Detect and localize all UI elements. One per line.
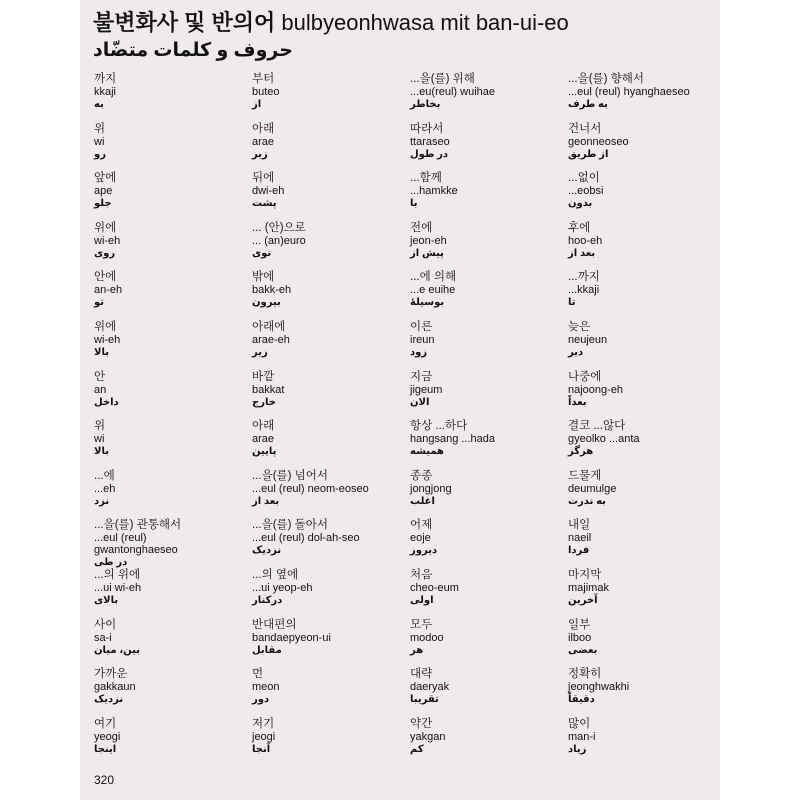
korean-word: 까지 [94, 73, 117, 85]
persian-translation: به [94, 99, 104, 110]
vocab-entry [94, 519, 249, 569]
romanization: yakgan [410, 730, 446, 743]
persian-translation: الان [410, 396, 430, 408]
persian-translation: نزدیک [252, 545, 282, 557]
title-korean: 불변화사 및 반의어 [93, 10, 276, 35]
vocab-entry [252, 73, 407, 123]
vocab-entry [94, 619, 249, 669]
korean-word: 내일 [568, 519, 591, 532]
persian-translation: هر [410, 644, 424, 656]
vocab-entry [568, 569, 723, 619]
korean-word: 정확히 [568, 668, 602, 681]
vocab-entry [252, 371, 407, 421]
vocab-entry [410, 271, 565, 321]
persian-translation: دیروز [410, 545, 438, 557]
romanization: ...eobsi [568, 185, 604, 198]
vocab-entry [568, 222, 723, 272]
persian-translation: زیر [252, 148, 268, 160]
romanization: naeil [568, 532, 592, 545]
persian-translation: درکنار [252, 594, 283, 606]
romanization: bakk-eh [252, 284, 292, 297]
korean-word: 지금 [410, 370, 433, 383]
vocab-entry [410, 519, 565, 569]
persian-translation: پیش از [410, 247, 444, 259]
korean-word: 종종 [410, 469, 433, 482]
persian-translation: در طول [410, 148, 449, 160]
vocab-entry [94, 271, 249, 321]
romanization: dwi-eh [252, 185, 285, 198]
persian-translation: بعداً [568, 396, 587, 408]
korean-word: 일부 [568, 618, 591, 631]
persian-translation: با [410, 198, 418, 210]
vocab-column-4 [568, 73, 723, 767]
persian-translation: داخل [94, 396, 119, 408]
persian-translation: جلو [94, 198, 112, 210]
korean-word: 뒤에 [252, 172, 275, 185]
romanization: jeon-eh [410, 234, 447, 247]
vocab-entry [94, 172, 249, 222]
persian-translation: نزد [94, 495, 110, 507]
romanization: ...eul (reul) neom-eoseo [252, 482, 369, 495]
vocab-entry [252, 222, 407, 272]
vocab-entry [410, 668, 565, 718]
korean-word: 위에 [94, 320, 117, 333]
persian-translation: از [252, 99, 262, 110]
persian-translation: بین، میان [94, 644, 140, 656]
romanization: ireun [410, 333, 435, 346]
persian-translation: بالای [94, 594, 119, 606]
korean-word: 먼 [252, 668, 264, 681]
romanization: majimak [568, 581, 609, 594]
vocab-entry [252, 619, 407, 669]
vocab-entry [568, 271, 723, 321]
romanization: an-eh [94, 284, 123, 297]
persian-translation: بعد از [568, 247, 596, 259]
romanization: gakkaun [94, 681, 136, 694]
vocab-entry [252, 569, 407, 619]
persian-translation: بالا [94, 446, 109, 458]
vocab-entry [94, 420, 249, 470]
korean-word: 사이 [94, 618, 117, 631]
korean-word: 이른 [410, 320, 433, 333]
title-arabic: حروف و کلمات متضّاد [93, 40, 293, 61]
vocab-entry [568, 519, 723, 569]
persian-translation: کم [410, 743, 424, 755]
korean-word: 따라서 [410, 122, 444, 135]
persian-translation: بدون [568, 198, 593, 210]
vocab-entry [252, 668, 407, 718]
vocab-entry [568, 420, 723, 470]
title-row [93, 10, 713, 36]
korean-word: 나중에 [568, 370, 602, 383]
persian-translation: اغلب [410, 495, 435, 507]
korean-word: ...까지 [568, 271, 600, 284]
korean-word: ...을(를) 향해서 [568, 73, 644, 85]
korean-word: ...에 [94, 469, 115, 482]
vocab-entry [410, 371, 565, 421]
vocab-entry [410, 569, 565, 619]
vocab-column-3 [410, 73, 565, 767]
romanization: sa-i [94, 631, 112, 644]
persian-translation: هرگز [568, 446, 594, 458]
korean-word: 반대편의 [252, 618, 297, 631]
vocab-entry [568, 123, 723, 173]
persian-translation: آنجا [252, 743, 271, 755]
persian-translation: بیرون [252, 297, 281, 309]
vocab-entry [94, 222, 249, 272]
korean-word: 바깥 [252, 370, 275, 383]
persian-translation: زیر [252, 346, 268, 358]
persian-translation: اولی [410, 594, 434, 606]
romanization: modoo [410, 631, 444, 644]
korean-word: 약간 [410, 717, 433, 730]
romanization: jeonghwakhi [568, 681, 630, 694]
korean-word: 아래 [252, 122, 275, 135]
korean-word: 앞에 [94, 172, 117, 185]
korean-word: 후에 [568, 221, 591, 234]
romanization: bandaepyeon-ui [252, 631, 331, 644]
vocab-entry [252, 271, 407, 321]
vocab-entry [94, 371, 249, 421]
persian-translation: بالا [94, 346, 109, 358]
persian-translation: پشت [252, 198, 277, 210]
korean-word: ...을(를) 넘어서 [252, 469, 328, 482]
romanization: yeogi [94, 730, 121, 743]
korean-word: ...을(를) 돌아서 [252, 519, 328, 532]
persian-translation: فردا [568, 545, 590, 557]
korean-word: 위 [94, 420, 106, 433]
vocab-entry [94, 321, 249, 371]
persian-translation: بعد از [252, 495, 280, 507]
romanization: hoo-eh [568, 234, 603, 247]
korean-word: 마지막 [568, 568, 602, 581]
persian-translation: از طریق [568, 148, 609, 160]
persian-translation: نزدیک [94, 694, 124, 706]
vocab-entry [94, 470, 249, 520]
korean-word: 가까운 [94, 668, 128, 681]
korean-word: 처음 [410, 568, 433, 581]
romanization: meon [252, 681, 280, 694]
romanization: ttaraseo [410, 135, 450, 148]
romanization: gyeolko ...anta [568, 433, 640, 446]
vocab-entry [252, 172, 407, 222]
vocab-entry [94, 569, 249, 619]
korean-word: 늦은 [568, 320, 591, 333]
korean-word: ...없이 [568, 172, 600, 185]
persian-translation: اینجا [94, 743, 117, 755]
korean-word: 결코 ...않다 [568, 420, 626, 433]
korean-word: 전에 [410, 221, 433, 234]
korean-word: 위 [94, 122, 106, 135]
romanization: ...kkaji [568, 284, 600, 297]
romanization: an [94, 383, 107, 396]
persian-translation: تا [568, 297, 576, 309]
persian-translation: بوسیلهٔ [410, 297, 445, 309]
vocab-entry [252, 519, 407, 569]
korean-word: 아래에 [252, 320, 286, 333]
korean-word: ...의 옆에 [252, 568, 299, 581]
persian-translation: زود [410, 346, 428, 358]
vocab-entry [410, 123, 565, 173]
vocab-entry [568, 172, 723, 222]
romanization: kkaji [94, 86, 117, 98]
korean-word: 건너서 [568, 122, 602, 135]
korean-word: ...의 위에 [94, 568, 141, 581]
persian-translation: رو [94, 148, 106, 160]
romanization: ape [94, 185, 113, 198]
korean-word: 모두 [410, 618, 433, 631]
vocab-entry [410, 470, 565, 520]
vocab-entry [94, 668, 249, 718]
romanization: neujeun [568, 333, 608, 346]
persian-translation: روی [94, 247, 116, 259]
romanization: ... (an)euro [252, 234, 306, 247]
romanization-continued: gwantonghaeseo [94, 544, 178, 557]
vocab-entry [94, 718, 249, 768]
persian-translation: به طرف [568, 99, 608, 110]
vocab-entry [568, 668, 723, 718]
persian-translation: خارج [252, 396, 276, 408]
romanization: ...eul (reul) hyanghaeseo [568, 86, 690, 98]
korean-word: ... (안)으로 [252, 221, 306, 234]
romanization: jongjong [410, 482, 452, 495]
vocab-entry [252, 470, 407, 520]
romanization: eoje [410, 532, 431, 545]
persian-translation: تقریبا [410, 694, 439, 706]
romanization: wi-eh [94, 234, 121, 247]
romanization: arae [252, 135, 275, 148]
romanization: ...e euihe [410, 284, 456, 297]
romanization: ...eul (reul) [94, 532, 147, 545]
persian-translation: در طی [94, 557, 128, 569]
romanization: bakkat [252, 383, 285, 396]
vocab-entry [410, 321, 565, 371]
persian-translation: دقیقاً [568, 694, 595, 706]
persian-translation: پایین [252, 446, 277, 458]
persian-translation: تو [94, 297, 105, 309]
korean-word: 드물게 [568, 469, 602, 482]
vocab-entry [568, 371, 723, 421]
romanization: jeogi [252, 730, 276, 743]
vocab-entry [568, 470, 723, 520]
vocab-entry [252, 718, 407, 768]
romanization: ilboo [568, 631, 592, 644]
persian-translation: زیاد [568, 743, 587, 755]
korean-word: 안 [94, 370, 106, 383]
korean-word: 항상 ...하다 [410, 420, 468, 433]
romanization: geonneoseo [568, 135, 629, 148]
persian-translation: همیشه [410, 446, 444, 458]
korean-word: 대략 [410, 668, 433, 681]
romanization: hangsang ...hada [410, 433, 496, 446]
page-header [93, 10, 713, 62]
persian-translation: بخاطر [410, 99, 441, 110]
korean-word: 여기 [94, 717, 117, 730]
romanization: najoong-eh [568, 383, 624, 396]
romanization: ...ui yeop-eh [252, 581, 313, 594]
vocab-entry [252, 420, 407, 470]
korean-word: 위에 [94, 221, 117, 234]
vocab-entry [410, 73, 565, 123]
page-number: 320 [94, 773, 115, 787]
romanization: ...eul (reul) dol-ah-seo [252, 532, 360, 545]
romanization: daeryak [410, 681, 450, 694]
persian-translation: توی [252, 247, 272, 259]
romanization: ...eu(reul) wuihae [410, 86, 495, 98]
vocab-entry [568, 73, 723, 123]
korean-word: ...함께 [410, 172, 442, 185]
romanization: ...ui wi-eh [94, 581, 142, 594]
romanization: arae-eh [252, 333, 290, 346]
vocab-entry [568, 619, 723, 669]
romanization: wi-eh [94, 333, 121, 346]
romanization: ...eh [94, 482, 116, 495]
korean-word: 많이 [568, 717, 591, 730]
romanization: man-i [568, 730, 596, 743]
vocab-entry [410, 619, 565, 669]
vocab-entry [94, 73, 249, 123]
korean-word: ...에 의해 [410, 271, 457, 284]
korean-word: ...을(를) 위해 [410, 73, 475, 85]
korean-word: 어제 [410, 519, 433, 532]
persian-translation: دور [252, 694, 270, 706]
korean-word: 안에 [94, 271, 117, 284]
vocab-column-1 [94, 73, 249, 767]
korean-word: 아래 [252, 420, 275, 433]
vocab-entry [410, 222, 565, 272]
vocab-entry [410, 420, 565, 470]
korean-word: ...을(를) 관통해서 [94, 519, 182, 532]
romanization: arae [252, 433, 275, 446]
romanization: deumulge [568, 482, 617, 495]
romanization: jigeum [410, 383, 443, 396]
persian-translation: دیر [568, 346, 584, 358]
vocab-entry [568, 718, 723, 768]
vocab-entry [252, 321, 407, 371]
romanization: buteo [252, 86, 280, 98]
romanization: cheo-eum [410, 581, 459, 594]
korean-word: 저기 [252, 717, 275, 730]
romanization: wi [94, 135, 105, 148]
korean-word: 부터 [252, 73, 275, 85]
vocab-entry [252, 123, 407, 173]
vocab-entry [410, 718, 565, 768]
korean-word: 밖에 [252, 271, 275, 284]
romanization: ...hamkke [410, 185, 458, 198]
persian-translation: بعضی [568, 644, 598, 656]
persian-translation: مقابل [252, 644, 282, 656]
vocab-entry [94, 123, 249, 173]
title-romanization: bulbyeonhwasa mit ban-ui-eo [281, 10, 569, 35]
vocab-entry [568, 321, 723, 371]
persian-translation: آخرین [568, 594, 598, 606]
romanization: wi [94, 433, 105, 446]
vocab-column-2 [252, 73, 407, 767]
persian-translation: به ندرت [568, 495, 606, 507]
vocab-entry [410, 172, 565, 222]
